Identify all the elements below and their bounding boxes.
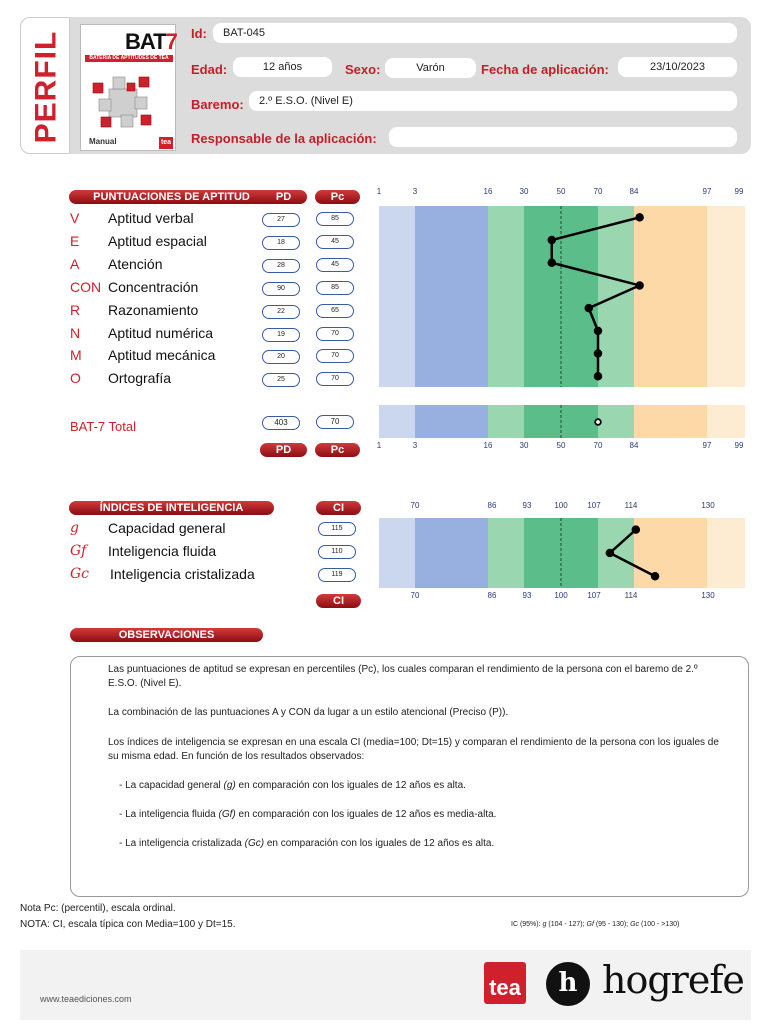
ci-footer: CI: [316, 594, 361, 608]
tick-label: 50: [556, 441, 566, 450]
aptitude-pd-value: 25: [262, 373, 300, 387]
tick-label: 93: [522, 591, 532, 600]
tick-label: 3: [412, 441, 418, 450]
data-point: [595, 350, 602, 357]
ci-header: CI: [316, 501, 361, 515]
aptitude-pd-value: 20: [262, 350, 300, 364]
aptitude-name: Aptitud mecánica: [108, 347, 216, 363]
aptitudes-profile-chart: [379, 206, 745, 387]
tick-label: 30: [519, 441, 529, 450]
tick-label: 97: [702, 441, 712, 450]
tick-label: 114: [624, 591, 638, 600]
tick-label: 70: [410, 591, 420, 600]
tick-label: 97: [702, 187, 712, 196]
band-1: [415, 518, 488, 588]
obs-bullet-gc: - La inteligencia cristalizada (Gc) en comparación con los iguales de 12 años es alta.: [119, 838, 495, 849]
total-data-point: [595, 419, 601, 425]
aptitude-name: Ortografía: [108, 370, 172, 386]
tick-label: 107: [587, 591, 601, 600]
aptitude-pd-value: 28: [262, 259, 300, 273]
band-2: [488, 518, 524, 588]
band-1: [415, 206, 488, 387]
aptitudes-section-title: PUNTUACIONES DE APTITUD: [69, 190, 274, 204]
band-5: [634, 518, 707, 588]
band-1: [415, 405, 488, 438]
nota-pc: Nota Pc: (percentil), escala ordinal.: [20, 903, 176, 914]
aptitude-code: N: [70, 325, 81, 341]
tick-label: 130: [701, 591, 715, 600]
ci-index-name: Inteligencia cristalizada: [110, 566, 255, 582]
aptitude-pd-value: 22: [262, 305, 300, 319]
aptitude-pd-value: 90: [262, 282, 300, 296]
ci-profile-chart: [379, 518, 745, 588]
edad-label: Edad:: [191, 62, 228, 77]
aptitude-name: Concentración: [108, 279, 199, 295]
pd-header: PD: [260, 190, 307, 204]
band-0: [379, 518, 415, 588]
hogrefe-logo-text: hogrefe: [602, 958, 744, 1002]
book-cover-image: [80, 24, 176, 151]
bat7-total-label: BAT-7 Total: [70, 419, 136, 434]
obs-paragraph-2: La combinación de las puntuaciones A y CON da lugar a un estilo atencional (Preciso (P)).: [108, 707, 509, 718]
aptitude-pd-value: 19: [262, 328, 300, 342]
ci-value: 110: [318, 545, 356, 559]
inteligencia-section-title: ÍNDICES DE INTELIGENCIA: [69, 501, 274, 515]
hogrefe-logo-mark: h: [546, 962, 590, 1006]
ci-index-code: Gc: [70, 566, 90, 582]
ci-value: 115: [318, 522, 356, 536]
perfil-tab: [20, 17, 70, 154]
aptitude-pc-value: 70: [316, 372, 354, 386]
obs-paragraph-3: Los índices de inteligencia se expresan en una escala CI (media=100; Dt=15) y comparan el rendimiento de la persona con los iguales de su misma edad. En función de los resultados observados:: [108, 737, 719, 762]
pd-footer: PD: [260, 443, 307, 457]
tea-logo: tea: [484, 962, 526, 1004]
aptitude-pc-value: 65: [316, 304, 354, 318]
aptitude-pc-value: 70: [316, 349, 354, 363]
obs-bullet-g: - La capacidad general (g) en comparación con los iguales de 12 años es alta.: [119, 780, 466, 791]
aptitude-code: R: [70, 302, 81, 318]
total-profile-chart: [379, 405, 745, 438]
tick-label: 114: [624, 501, 638, 510]
baremo-field[interactable]: 2.º E.S.O. (Nivel E): [249, 91, 737, 111]
data-point: [606, 549, 613, 556]
tick-label: 100: [554, 501, 568, 510]
tick-label: 86: [487, 501, 497, 510]
ic-confidence-note: IC (95%): g (104 - 127); Gf (95 - 130); Gc (100 - >130): [511, 921, 680, 928]
data-point: [595, 373, 602, 380]
sexo-field[interactable]: Varón: [385, 58, 476, 78]
tick-label: 99: [734, 441, 744, 450]
tick-label: 84: [629, 187, 639, 196]
aptitude-code: A: [70, 256, 80, 272]
band-5: [634, 206, 707, 387]
nota-ci: NOTA: CI, escala típica con Media=100 y Dt=15.: [20, 919, 236, 930]
pc-footer: Pc: [315, 443, 360, 457]
band-0: [379, 405, 415, 438]
tick-label: 86: [487, 591, 497, 600]
cubes-illustration: [91, 71, 155, 133]
observaciones-section-title: OBSERVACIONES: [70, 628, 263, 642]
band-6: [707, 405, 745, 438]
ci-value: 119: [318, 568, 356, 582]
tick-label: 70: [593, 187, 603, 196]
band-5: [634, 405, 707, 438]
tick-label: 70: [410, 501, 420, 510]
data-point: [595, 327, 602, 334]
fecha-field[interactable]: 23/10/2023: [618, 57, 737, 77]
pc-header: Pc: [315, 190, 360, 204]
data-point: [548, 237, 555, 244]
id-field[interactable]: BAT-045: [213, 23, 737, 43]
aptitude-code: M: [70, 347, 82, 363]
aptitude-name: Razonamiento: [108, 302, 199, 318]
aptitude-pc-value: 45: [316, 258, 354, 272]
tick-label: 16: [483, 187, 493, 196]
band-6: [707, 518, 745, 588]
baremo-label: Baremo:: [191, 97, 244, 112]
obs-paragraph-1: Las puntuaciones de aptitud se expresan en percentiles (Pc), los cuales comparan el rendimiento de la persona con el baremo de 2.º E.S.O. (Nivel E).: [108, 664, 698, 689]
ci-index-name: Capacidad general: [108, 520, 226, 536]
tick-label: 84: [629, 441, 639, 450]
responsable-label: Responsable de la aplicación:: [191, 131, 377, 146]
data-point: [636, 214, 643, 221]
aptitude-code: CON: [70, 279, 102, 295]
book-manual-label: Manual: [89, 137, 117, 146]
ci-index-name: Inteligencia fluida: [108, 543, 217, 559]
aptitude-pc-value: 85: [316, 212, 354, 226]
website-link[interactable]: www.teaediciones.com: [40, 994, 132, 1004]
aptitude-name: Aptitud espacial: [108, 233, 207, 249]
sexo-label: Sexo:: [345, 62, 381, 77]
obs-bullet-gf: - La inteligencia fluida (Gf) en comparación con los iguales de 12 años es media-alta.: [119, 809, 497, 820]
aptitude-pd-value: 18: [262, 236, 300, 250]
aptitude-code: E: [70, 233, 80, 249]
fecha-label: Fecha de aplicación:: [481, 62, 609, 77]
aptitude-pd-value: 27: [262, 213, 300, 227]
tick-label: 93: [522, 501, 532, 510]
data-point: [636, 282, 643, 289]
book-subtitle: BATERÍA DE APTITUDES DE TEA: [89, 55, 169, 61]
ci-index-code: g: [70, 520, 79, 536]
tick-label: 99: [734, 187, 744, 196]
tick-label: 3: [412, 187, 418, 196]
tick-label: 16: [483, 441, 493, 450]
aptitude-pc-value: 85: [316, 281, 354, 295]
tick-label: 1: [376, 441, 382, 450]
id-label: Id:: [191, 26, 207, 41]
band-4: [598, 518, 634, 588]
total-pc-value: 70: [316, 415, 354, 429]
observaciones-box: [70, 656, 749, 897]
band-2: [488, 206, 524, 387]
data-point: [632, 526, 639, 533]
tick-label: 50: [556, 187, 566, 196]
tick-label: 30: [519, 187, 529, 196]
aptitude-pc-value: 45: [316, 235, 354, 249]
band-0: [379, 206, 415, 387]
aptitude-code: O: [70, 370, 81, 386]
tick-label: 130: [701, 501, 715, 510]
data-point: [652, 573, 659, 580]
band-6: [707, 206, 745, 387]
tick-label: 1: [376, 187, 382, 196]
perfil-title: PERFIL: [29, 30, 63, 143]
tick-label: 107: [587, 501, 601, 510]
band-2: [488, 405, 524, 438]
data-point: [585, 305, 592, 312]
data-point: [548, 259, 555, 266]
aptitude-name: Aptitud numérica: [108, 325, 214, 341]
edad-field[interactable]: 12 años: [233, 57, 332, 77]
tick-label: 70: [593, 441, 603, 450]
book-brand: BAT7: [125, 29, 177, 54]
aptitude-code: V: [70, 210, 80, 226]
book-tea-logo: tea: [159, 137, 173, 149]
ci-index-code: Gf: [70, 543, 87, 559]
aptitude-name: Atención: [108, 256, 163, 272]
total-pd-value: 403: [262, 416, 300, 430]
aptitude-pc-value: 70: [316, 327, 354, 341]
tick-label: 100: [554, 591, 568, 600]
responsable-field[interactable]: [389, 127, 737, 147]
band-4: [598, 405, 634, 438]
aptitude-name: Aptitud verbal: [108, 210, 194, 226]
